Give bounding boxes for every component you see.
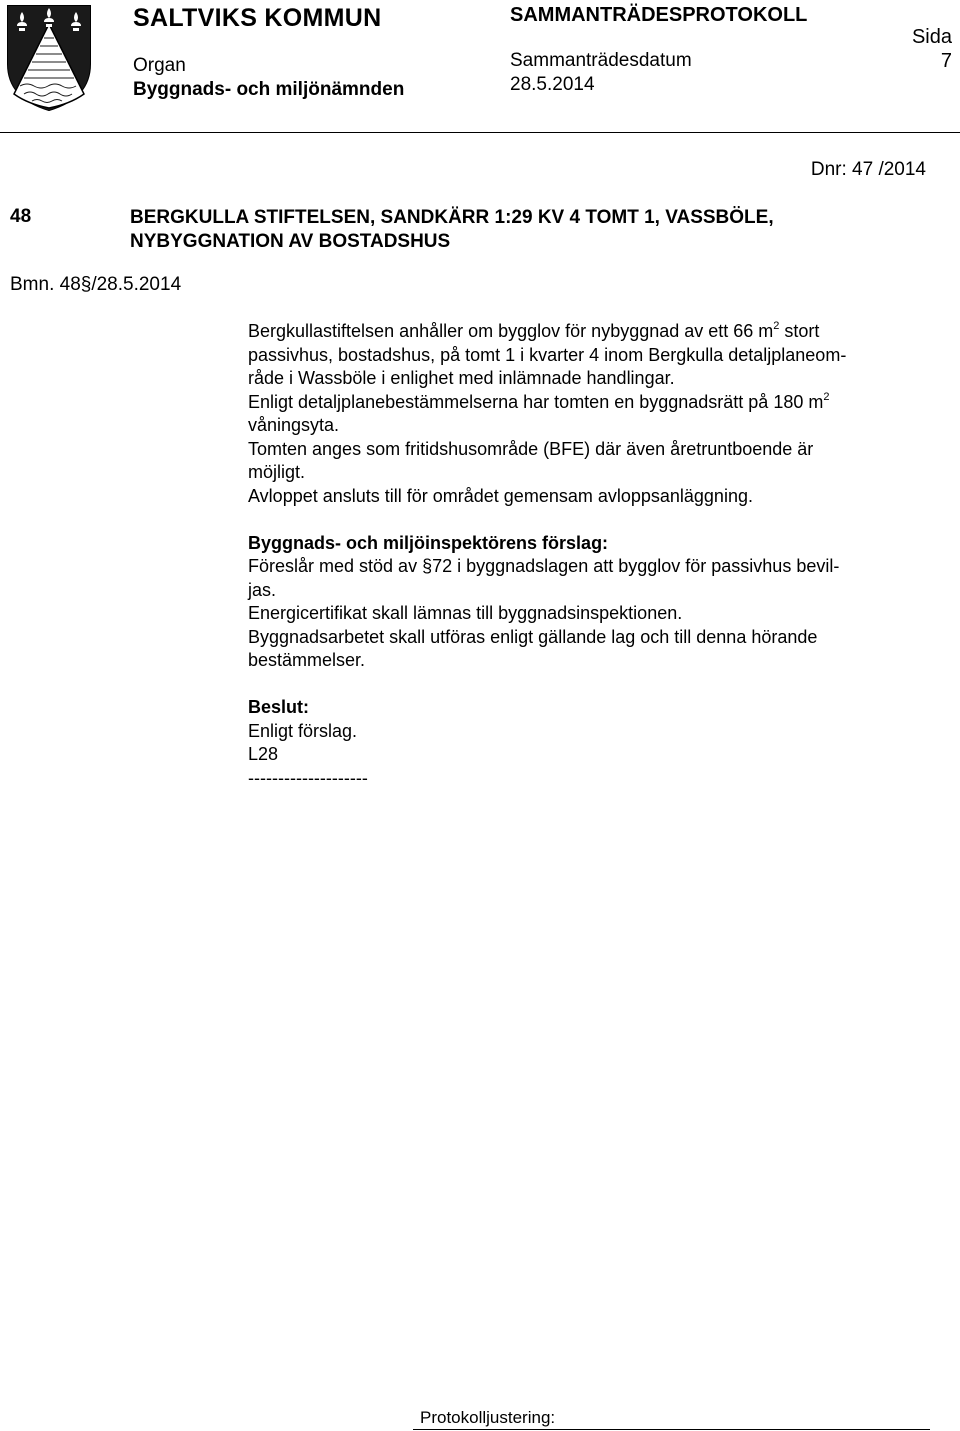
body-line: jas. bbox=[248, 579, 277, 600]
spacer bbox=[248, 673, 928, 697]
superscript: 2 bbox=[823, 390, 830, 403]
signature-line bbox=[413, 1429, 930, 1430]
header-divider bbox=[0, 132, 960, 133]
item-number: 48 bbox=[10, 206, 32, 227]
page-number: 7 bbox=[940, 50, 952, 72]
meeting-date-label: Sammanträdesdatum bbox=[510, 50, 692, 71]
protocol-check-label: Protokolljustering: bbox=[420, 1408, 556, 1427]
body-line bbox=[248, 320, 928, 344]
separator-line: -------------------- bbox=[248, 767, 368, 788]
decision-heading: Beslut: bbox=[248, 697, 310, 717]
organ-label: Organ bbox=[133, 55, 186, 76]
body-line: råde i Wassböle i enlighet med inlämnade handlingar. bbox=[248, 368, 675, 388]
item-title-line-1: BERGKULLA STIFTELSEN, SANDKÄRR 1:29 KV 4 TOMT 1, VASSBÖLE, bbox=[130, 207, 774, 228]
body-line: Tomten anges som fritidshusområde (BFE) där även åretruntboende är bbox=[248, 438, 814, 459]
coat-of-arms-icon bbox=[4, 2, 94, 112]
page-label: Sida bbox=[911, 26, 952, 48]
text-run: Enligt detaljplanebestämmelserna har tomten en byggnadsrätt på 180 m bbox=[248, 391, 824, 412]
body-line: passivhus, bostadshus, på tomt 1 i kvarter 4 inom Bergkulla detaljplaneom- bbox=[248, 344, 847, 365]
dnr-number: Dnr: 47 /2014 bbox=[810, 159, 926, 180]
spacer bbox=[248, 508, 928, 532]
meeting-date: 28.5.2014 bbox=[510, 74, 595, 95]
body-line: bestämmelser. bbox=[248, 650, 366, 670]
body-line: Byggnadsarbetet skall utföras enligt gällande lag och till denna hörande bbox=[248, 626, 818, 647]
body-line bbox=[248, 391, 928, 415]
organ-name: Byggnads- och miljönämnden bbox=[133, 79, 405, 100]
body-line: L28 bbox=[248, 744, 279, 764]
item-title bbox=[130, 206, 774, 254]
superscript: 2 bbox=[773, 320, 780, 332]
body-line: Enligt förslag. bbox=[248, 720, 358, 741]
text-run: Bergkullastiftelsen anhåller om bygglov för nybyggnad av ett 66 m bbox=[248, 321, 774, 341]
body-line: Energicertifikat skall lämnas till byggnadsinspektionen. bbox=[248, 603, 683, 623]
body-line: möjligt. bbox=[248, 462, 306, 482]
item-body bbox=[248, 320, 928, 790]
municipality-name: SALTVIKS KOMMUN bbox=[133, 4, 382, 32]
coat-of-arms-logo bbox=[4, 2, 94, 112]
bmn-reference: Bmn. 48§/28.5.2014 bbox=[10, 274, 182, 295]
proposal-heading: Byggnads- och miljöinspektörens förslag: bbox=[248, 532, 609, 553]
text-run: stort bbox=[779, 321, 820, 341]
item-title-line-2: NYBYGGNATION AV BOSTADSHUS bbox=[130, 231, 451, 252]
protocol-title: SAMMANTRÄDESPROTOKOLL bbox=[510, 4, 808, 26]
body-line: Avloppet ansluts till för området gemensam avloppsanläggning. bbox=[248, 485, 753, 506]
body-line: våningsyta. bbox=[248, 415, 340, 435]
body-line: Föreslår med stöd av §72 i byggnadslagen att bygglov för passivhus bevil- bbox=[248, 556, 840, 576]
